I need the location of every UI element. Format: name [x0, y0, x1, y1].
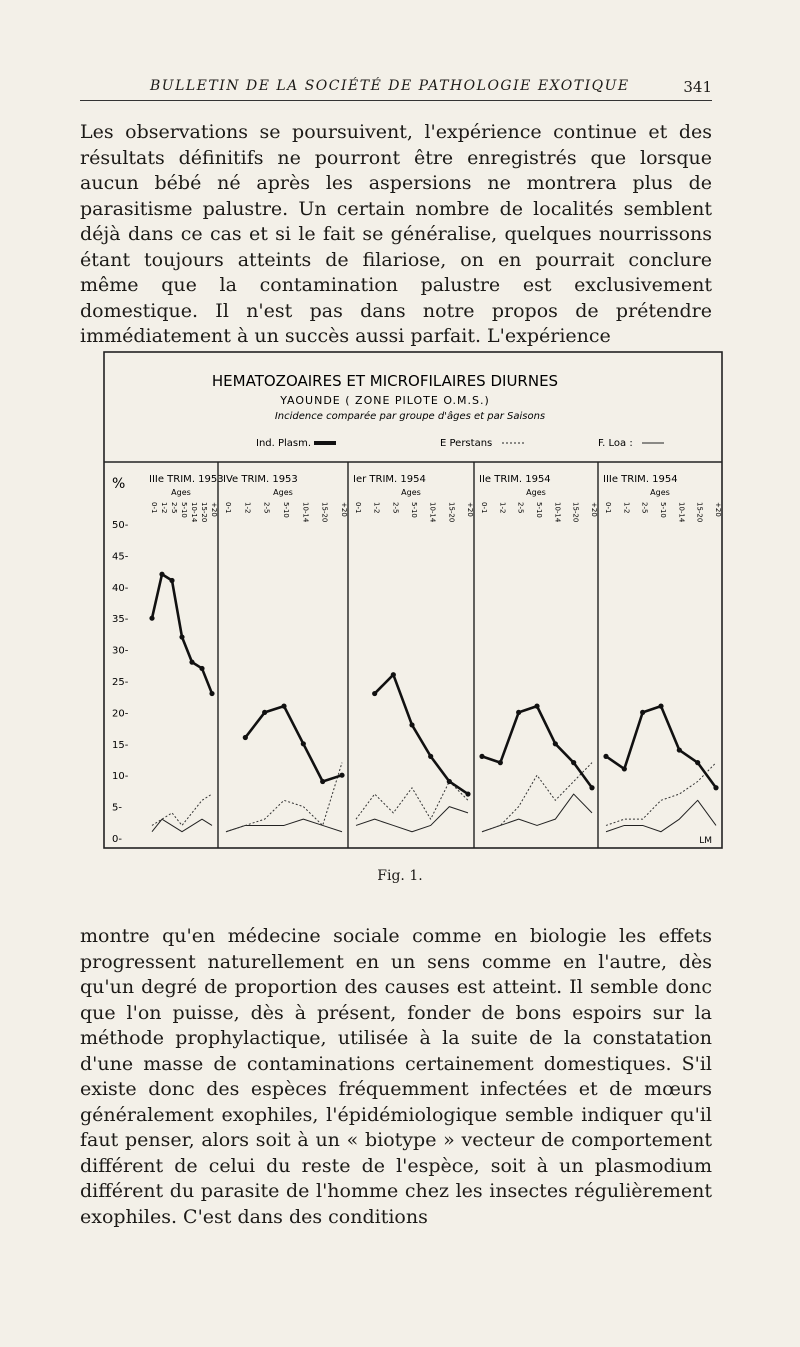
series-line-perstans	[356, 781, 468, 819]
figure-caption: Fig. 1.	[377, 868, 423, 884]
y-tick-label: 10-	[112, 771, 129, 783]
age-heading: Ages	[171, 488, 191, 497]
age-heading: Ages	[401, 488, 421, 497]
series-line-plasm	[152, 574, 212, 693]
panel-label: IVe TRIM. 1953	[223, 474, 298, 485]
plasm-point	[409, 722, 414, 727]
panel-label: IIIe TRIM. 1954	[603, 474, 678, 485]
y-tick-label: 20-	[112, 708, 129, 720]
plasm-point	[589, 785, 594, 790]
chart-title: HEMATOZOAIRES ET MICROFILAIRES DIURNES	[211, 372, 559, 390]
y-tick-label: 25-	[112, 677, 129, 688]
plasm-point	[553, 741, 558, 746]
age-heading: Ages	[526, 488, 546, 497]
age-tick-label: 0-1	[150, 502, 158, 514]
y-tick-label: 50-	[112, 520, 129, 531]
paragraph-bottom: montre qu'en médecine sociale comme en biologie les effets progressent naturellement en un sens comme en l'autre, dès qu'un degré de proportion des causes est atteint. Il semble donc que l'on puisse, dès à présent, fonder de bons espoirs sur la méthode prophylactique, utilisée à la suite de la constatation d'une masse de contaminations certainement domestiques. S'il existe donc des espèces fréquemment infectées et de mœurs généralement exophiles, l'épidémiologique semble indiquer qu'il faut penser, alors soit à un « biotype » vecteur de comportement différent de celui du reste de l'espèce, soit à un plasmodium différent du parasite de l'homme chez les insectes régulièrement exophiles. C'est dans des conditions	[80, 925, 712, 1228]
age-tick-label: 10-14	[553, 502, 562, 523]
age-heading: Ages	[273, 488, 293, 497]
plasm-point	[603, 754, 608, 759]
age-tick-label: 1-2	[498, 502, 507, 514]
y-tick-label: 35-	[112, 614, 129, 626]
plasm-point	[534, 704, 539, 709]
plasm-point	[571, 760, 576, 765]
plasm-point	[189, 660, 194, 665]
plasm-point	[320, 779, 325, 784]
age-heading: Ages	[650, 488, 670, 497]
age-tick-label: 15-20	[571, 502, 580, 523]
plasm-point	[622, 766, 627, 771]
paragraph-top: Les observations se poursuivent, l'expérience continue et des résultats définitifs ne pourront être enregistrés que lorsque aucun bébé né après les aspersions ne montrera plus de parasitisme palustre. Un certain nombre de localités semblent déjà dans ce cas et si le fait se généralise, quelques nourrissons étant toujours atteints de filariose, on en pourrait conclure même que la contamination palustre est exclusivement domestique. Il n'est pas dans notre propos de prétendre immédiatement à un succès aussi parfait. L'expérience	[80, 121, 712, 347]
age-tick-label: 15-20	[695, 502, 704, 523]
legend-label: Ind. Plasm.	[256, 438, 312, 449]
age-tick-label: 5-10	[659, 502, 667, 518]
figure-frame	[104, 352, 722, 848]
age-tick-label: 2-5	[170, 502, 178, 514]
age-tick-label: 1-2	[243, 502, 252, 514]
legend-label: E Perstans	[440, 438, 493, 449]
age-tick-label: 0-1	[604, 502, 612, 514]
plasm-point	[695, 760, 700, 765]
legend-label: F. Loa :	[598, 438, 633, 449]
age-tick-label: 15-20	[320, 502, 329, 523]
age-tick-label: 0-1	[480, 502, 488, 514]
age-tick-label: 10-14	[190, 502, 198, 523]
age-tick-label: 5-10	[535, 502, 543, 518]
plasm-point	[339, 773, 344, 778]
age-tick-label: 10-14	[677, 502, 686, 523]
plasm-point	[713, 785, 718, 790]
plasm-point	[479, 754, 484, 759]
age-tick-label: +20	[340, 502, 348, 517]
y-axis-ticks	[112, 520, 129, 845]
series-line-loa	[356, 807, 468, 832]
series-line-perstans	[606, 763, 716, 826]
age-tick-label: 0-1	[354, 502, 362, 514]
series-line-perstans	[226, 763, 342, 832]
panel-label: IIIe TRIM. 1953	[149, 474, 224, 485]
y-tick-label: 40-	[112, 582, 129, 594]
age-tick-label: 5-10	[410, 502, 418, 518]
series-line-loa	[152, 819, 212, 832]
age-tick-label: 2-5	[640, 502, 649, 514]
plasm-point	[243, 735, 248, 740]
plasm-point	[209, 691, 214, 696]
series-line-plasm	[375, 675, 468, 794]
plasm-point	[179, 634, 184, 639]
series-line-plasm	[606, 706, 716, 788]
y-tick-label: 5-	[112, 802, 122, 814]
journal-title: BULLETIN DE LA SOCIÉTÉ DE PATHOLOGIE EXOTIQUE	[150, 78, 630, 94]
age-tick-label: 1-2	[372, 502, 381, 514]
artist-signature: LM	[699, 836, 712, 846]
plasm-point	[465, 791, 470, 796]
chart-subtitle-2: Incidence comparée par groupe d'âges et par Saisons	[274, 411, 546, 422]
age-tick-label: 2-5	[516, 502, 525, 514]
series-line-perstans	[482, 763, 592, 832]
plasm-point	[516, 710, 521, 715]
age-tick-label: +20	[590, 502, 598, 517]
age-tick-label: 1-2	[622, 502, 631, 514]
age-tick-label: 15-20	[447, 502, 456, 523]
series-line-loa	[606, 800, 716, 831]
plasm-point	[281, 704, 286, 709]
chart-subtitle-1: YAOUNDE ( ZONE PILOTE O.M.S.)	[280, 394, 490, 407]
age-tick-label: 2-5	[262, 502, 271, 514]
age-tick-label: 5-10	[180, 502, 188, 518]
panel-label: Ier TRIM. 1954	[353, 474, 426, 485]
age-tick-label: 10-14	[428, 502, 437, 523]
series-line-plasm	[245, 706, 342, 781]
y-tick-label: 45-	[112, 551, 129, 563]
plasm-point	[301, 741, 306, 746]
age-tick-label: +20	[466, 502, 474, 517]
plasm-point	[372, 691, 377, 696]
age-tick-label: 0-1	[224, 502, 232, 514]
page-number: 341	[683, 78, 712, 96]
age-tick-label: 1-2	[160, 502, 168, 514]
age-tick-label: 2-5	[391, 502, 400, 514]
y-tick-label: 0-	[112, 834, 122, 845]
chart-panels	[149, 462, 722, 848]
age-tick-label: +20	[210, 502, 218, 517]
age-tick-label: +20	[714, 502, 722, 517]
age-tick-label: 5-10	[282, 502, 290, 518]
plasm-point	[159, 572, 164, 577]
y-axis-label: %	[112, 476, 126, 492]
series-line-loa	[226, 819, 342, 832]
plasm-point	[149, 616, 154, 621]
legend	[256, 438, 664, 449]
plasm-point	[498, 760, 503, 765]
plasm-point	[640, 710, 645, 715]
y-tick-label: 15-	[112, 739, 129, 751]
age-tick-label: 10-14	[301, 502, 310, 523]
panel-label: IIe TRIM. 1954	[479, 474, 551, 485]
plasm-point	[262, 710, 267, 715]
plasm-point	[447, 779, 452, 784]
plasm-point	[677, 747, 682, 752]
y-tick-label: 30-	[112, 645, 129, 657]
age-tick-label: 15-20	[200, 502, 208, 523]
plasm-point	[169, 578, 174, 583]
plasm-point	[391, 672, 396, 677]
plasm-point	[428, 754, 433, 759]
plasm-point	[199, 666, 204, 671]
plasm-point	[658, 704, 663, 709]
